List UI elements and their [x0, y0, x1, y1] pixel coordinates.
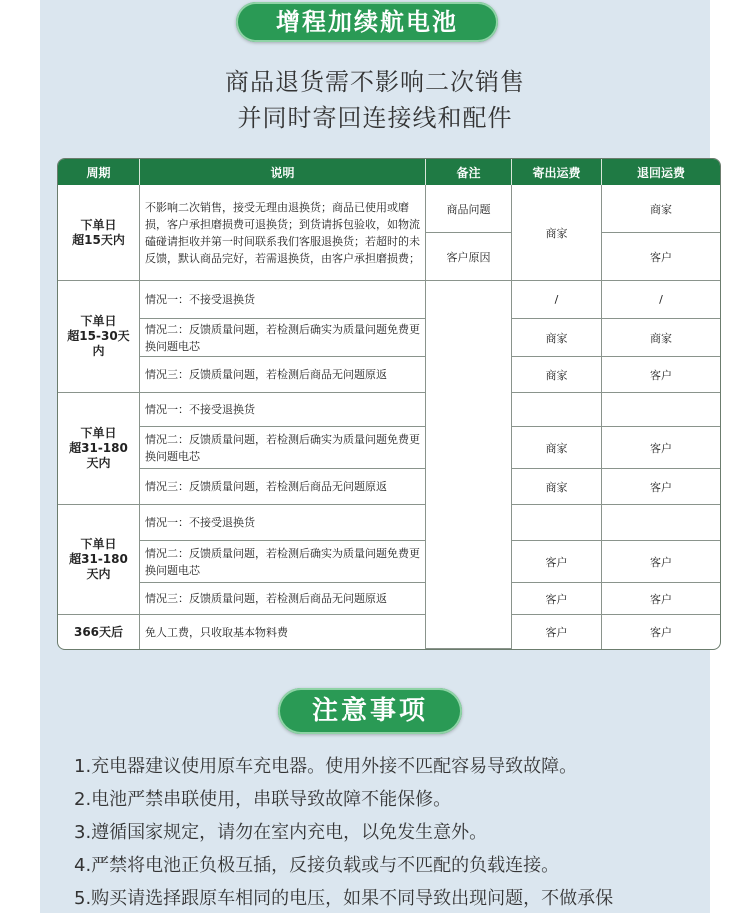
period-line: 下单日: [80, 537, 117, 551]
description-cell: 情况一：不接受退换货: [140, 505, 426, 541]
shipping-fee-cell: 商家: [512, 185, 602, 281]
return-fee-cell: 客户: [602, 583, 720, 615]
shipping-fee-cell: 商家: [512, 469, 602, 505]
period-cell: 366天后: [58, 615, 140, 649]
return-fee-cell: 商家: [602, 319, 720, 357]
shipping-fee-cell: [512, 505, 602, 541]
table-row: [58, 583, 720, 615]
period-line: 下单日: [80, 217, 117, 232]
period-cell: [58, 505, 140, 615]
notes-title-badge: 注意事项: [278, 688, 462, 734]
header-shipping-fee: 寄出运费: [512, 159, 602, 185]
header-note: 备注: [426, 159, 512, 185]
return-fee-cell: 客户: [602, 469, 720, 505]
period-cell: [58, 281, 140, 393]
return-fee-cell: 客户: [650, 626, 672, 639]
table-row: [58, 357, 720, 393]
period-line: 超31-180: [69, 552, 128, 566]
description-cell: 情况一：不接受退换货: [140, 393, 426, 427]
description-cell: 情况三：反馈质量问题，若检测后商品无问题原返: [140, 583, 426, 615]
table-header-row: [58, 159, 720, 185]
table-row: [58, 319, 720, 357]
return-fee-cell: /: [602, 281, 720, 319]
description-cell: 情况二：反馈质量问题，若检测后确实为质量问题免费更换问题电芯: [140, 427, 426, 469]
table-row: [58, 615, 720, 649]
table-row: [58, 541, 720, 583]
table-row: [58, 469, 720, 505]
header-description: 说明: [140, 159, 426, 185]
period-line: 天内: [86, 456, 111, 470]
notes-list: [74, 750, 714, 915]
shipping-fee-cell: 客户: [512, 615, 602, 649]
header-period: 周期: [58, 159, 140, 185]
shipping-fee-cell: 商家: [512, 427, 602, 469]
note-item: 4.严禁将电池正负极互插，反接负载或与不匹配的负载连接。: [74, 855, 560, 876]
subtitle-line-2: 并同时寄回连接线和配件: [237, 104, 513, 132]
period-line: 超15天内: [72, 232, 125, 247]
title-badge: 增程加续航电池: [236, 2, 498, 42]
table-row: [58, 393, 720, 427]
header-return-fee: 退回运费: [602, 159, 720, 185]
description-cell: 情况二：反馈质量问题，若检测后确实为质量问题免费更换问题电芯: [140, 541, 426, 583]
shipping-fee-cell: /: [512, 281, 602, 319]
shipping-fee-cell: 客户: [512, 541, 602, 583]
note-item: 3.遵循国家规定，请勿在室内充电，以免发生意外。: [74, 822, 488, 843]
table-row: [58, 427, 720, 469]
description-cell: 情况一：不接受退换货: [140, 281, 426, 319]
description-cell: 情况三：反馈质量问题，若检测后商品无问题原返: [140, 357, 426, 393]
return-fee-cell: 客户: [602, 427, 720, 469]
shipping-fee-cell: 客户: [512, 583, 602, 615]
shipping-fee-cell: 商家: [512, 357, 602, 393]
return-policy-table: [57, 158, 719, 658]
period-line: 下单日: [80, 314, 117, 328]
period-cell: [58, 185, 140, 281]
description-cell: 情况二：反馈质量问题，若检测后确实为质量问题免费更换问题电芯: [140, 319, 426, 357]
return-fee-cell: [602, 505, 720, 541]
description-cell: 免人工费，只收取基本物料费: [140, 615, 426, 649]
period-cell: [58, 393, 140, 505]
subtitle-line-1: 商品退货需不影响二次销售: [225, 68, 525, 96]
return-fee-cell: 客户: [602, 541, 720, 583]
table-row: [58, 505, 720, 541]
period-line: 超31-180: [69, 441, 128, 455]
note-cell: 客户原因: [426, 233, 512, 281]
period-line: 超15-30天内: [67, 329, 130, 358]
return-fee-cell: 商家: [602, 185, 720, 233]
return-fee-cell: [602, 393, 720, 427]
note-item: 2.电池严禁串联使用，串联导致故障不能保修。: [74, 789, 452, 810]
period-line: 下单日: [80, 426, 117, 440]
description-cell: 不影响二次销售，接受无理由退换货；商品已使用或磨损，客户承担磨损费可退换货；到货请拆包验收，如物流磕碰请拒收并第一时间联系我们客服退换货；若超时的未反馈，默认商品完好，若需退换货，由客户承担磨损费；: [140, 185, 426, 281]
note-cell: 商品问题: [426, 185, 512, 233]
return-fee-cell: 客户: [602, 233, 720, 281]
note-cell-empty: [426, 281, 512, 649]
table-row: [58, 185, 720, 233]
shipping-fee-cell: [512, 393, 602, 427]
return-fee-cell: 客户: [602, 357, 720, 393]
note-item: 5.购买请选择跟原车相同的电压，如果不同导致出现问题，不做承保: [74, 888, 614, 909]
note-item: 1.充电器建议使用原车充电器。使用外接不匹配容易导致故障。: [74, 756, 578, 777]
period-line: 天内: [86, 567, 111, 581]
shipping-fee-cell: 商家: [512, 319, 602, 357]
table-row: [58, 281, 720, 319]
description-cell: 情况三：反馈质量问题，若检测后商品无问题原返: [140, 469, 426, 505]
